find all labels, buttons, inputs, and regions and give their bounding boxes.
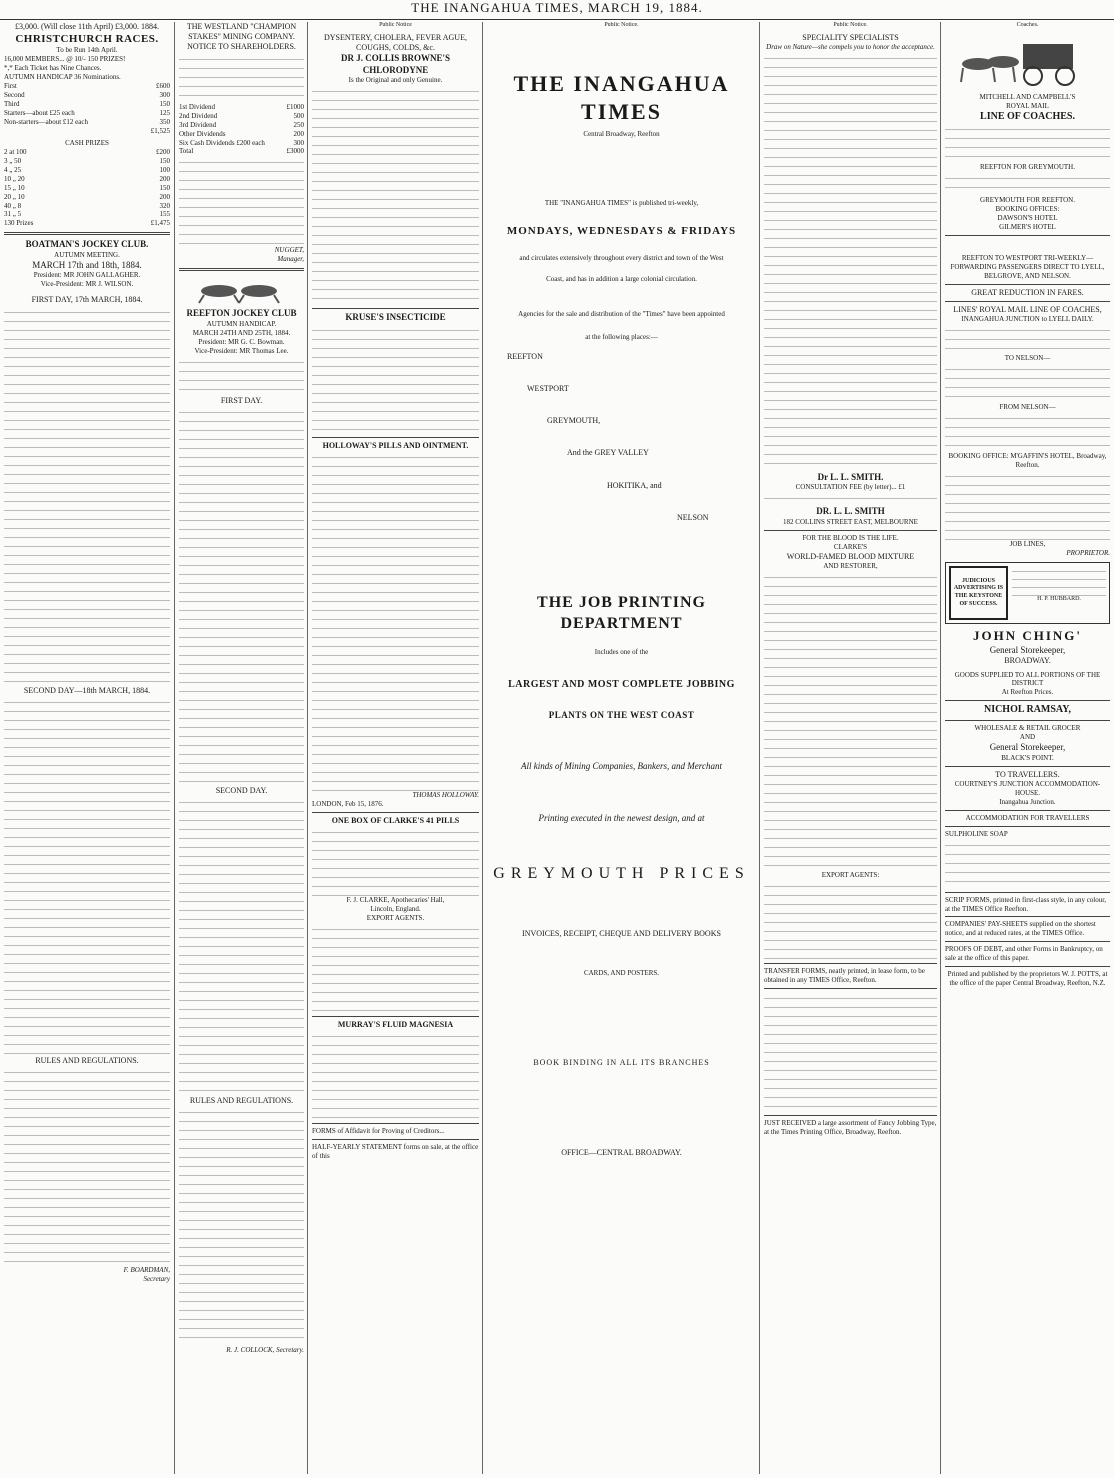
clarke-box-title: ONE BOX OF CLARKE'S 41 PILLS [331,815,460,825]
divider [945,892,1110,893]
lines-title: LINES' ROYAL MAIL LINE OF COACHES, [953,305,1102,315]
schedule-text [945,172,1110,196]
signature: R. J. COLLOCK, Secretary. [226,1346,304,1355]
consult-fee: CONSULTATION FEE (by letter)... £1 [795,483,906,492]
prize-row: Third 150 [4,100,170,109]
export-agents: EXPORT AGENTS. [366,913,425,922]
goods: GOODS SUPPLIED TO ALL PORTIONS OF THE DISTRICT [954,670,1101,688]
place-item: WESTPORT [527,384,569,394]
coaches-line: LINE OF COACHES. [980,110,1075,122]
race-line: *,* Each Ticket has Nine Chances. [4,64,102,73]
nichol-ramsay: NICHOL RAMSAY, [983,704,1072,716]
printed-by: Printed and published by the proprietors W. J. POTTS, at the office of the paper Central Broadway, Reefton, N.Z. [947,970,1108,988]
ad-coast: Coast, and has in addition a large colonial circulation. [546,274,697,283]
ad-agencies: Agencies for the sale and distribution of the "Times" have been appointed [518,309,725,318]
dividend-row: 2nd Dividend 500 [179,111,304,120]
holloway-date: LONDON, Feb 15, 1876. [312,799,384,808]
ad-title: THE INANGAHUA TIMES [513,70,730,124]
dysentery-title: DYSENTERY, CHOLERA, FEVER AGUE, COUGHS, COLDS, &c. [324,32,467,52]
dividend-row: 1st Dividend £1000 [179,102,304,111]
kinds-line: All kinds of Mining Companies, Bankers, and Merchant [521,761,722,772]
boatmans-title: BOATMAN'S JOCKEY CLUB. [25,239,149,250]
transfer-forms: TRANSFER FORMS, neatly printed, in lease form, to be obtained in any TIMES Office, Reefton. [764,966,925,984]
place-item: REEFTON [507,351,543,361]
prize-row: £1,525 [150,126,170,135]
travellers: TO TRAVELLERS. [995,769,1060,779]
divider [764,1115,937,1116]
judicious-ad [945,562,1110,624]
boatmans-vice: Vice-President: MR J. WILSON. [40,280,134,289]
to-nelson: TO NELSON— [1004,354,1051,363]
place-item: And the GREY VALLEY [567,448,649,458]
divider [312,1139,479,1140]
race-sub: To be Run 14th April. [56,46,118,55]
prize-row: Starters—about £25 each 125 [4,108,170,117]
divider [945,235,1110,236]
dividend-row: 3rd Dividend 250 [179,120,304,129]
accommodation: ACCOMMODATION FOR TRAVELLERS [965,813,1090,822]
divider [945,966,1110,967]
consult-body-text [764,492,937,506]
to-nelson-text [945,363,1110,403]
holloway-body-text [312,451,479,791]
second-day: SECOND DAY—18th MARCH, 1884. [23,685,151,695]
divider [945,810,1110,811]
forms-notice: FORMS of Affidavit for Proving of Creditors... [312,1127,445,1136]
collis-title: DR J. COLLIS BROWNE'S CHLORODYNE [340,53,451,75]
clarkes-label: CLARKE'S [833,542,868,551]
dividend-row: Other Dividends 200 [179,129,304,138]
race-body-text [4,306,170,686]
pay-sheets: COMPANIES' PAY-SHEETS supplied on the shortest notice, and at reduced rates, at the TIMES Office. [945,920,1096,938]
divider [312,1016,479,1017]
smith-title: Dr L. L. SMITH. [817,471,884,482]
holloway-title: HOLLOWAY'S PILLS AND OINTMENT. [322,440,469,450]
stewards-text [179,356,304,396]
divider [764,530,937,531]
boatmans-president: President: MR JOHN GALLAGHER. [33,271,141,280]
keystone-logo: JUDICIOUS ADVERTISING IS THE KEYSTONE OF SUCCESS. [949,566,1008,620]
office-line: OFFICE—CENTRAL BROADWAY. [561,1148,682,1158]
wholesale: WHOLESALE & RETAIL GROCER [974,724,1081,733]
job-printing-title: THE JOB PRINTING DEPARTMENT [537,594,706,632]
mitchell: MITCHELL AND CAMPBELL'S [979,92,1076,101]
divider [312,812,479,813]
john-ching: JOHN CHING' [972,628,1083,644]
cash-row: 10 „ 20 200 [4,174,170,183]
divider [945,720,1110,721]
race-line: 16,000 MEMBERS... @ 10/- 150 PRIZES! [4,55,126,64]
junction-line: INANGAHUA JUNCTION to LYELL DAILY. [961,315,1094,324]
cash-row: 15 „ 10 150 [4,183,170,192]
horse-racing-illustration-icon [179,275,302,305]
hubbard-name: H. P. HUBBARD. [1037,596,1081,603]
manager-sig: Manager, [277,255,304,264]
divider [945,700,1110,701]
cash-row: 3 „ 50 150 [4,156,170,165]
section-header: Coaches. [1016,22,1039,28]
magnesia-body-text [312,1030,479,1120]
race-header: £3,000. (Will close 11th April) £3,000. 1884. [14,22,160,31]
hubbard-body-text [1012,566,1106,596]
smith-title-2: DR. L. L. SMITH [816,506,885,517]
cash-title: CASH PRIZES [65,138,109,147]
cash-row: 20 „ 10 200 [4,192,170,201]
place-item: GREYMOUTH, [547,416,601,426]
boatmans-dates: MARCH 17th and 18th, 1884. [32,259,142,270]
cash-list [4,148,170,229]
divider [764,963,937,964]
prize-row: Second 300 [4,91,170,100]
proprietor: PROPRIETOR. [1066,549,1110,558]
place-item: NELSON [677,512,709,522]
column-1 [0,22,174,1474]
section-header: Public Notice. [604,22,639,28]
cash-row: 130 Prizes £1,475 [4,219,170,228]
divider [179,268,304,271]
prize-list [4,82,170,136]
booking-office: BOOKING OFFICE: M'GAFFIN'S HOTEL, Broadway, Reefton. [948,452,1107,470]
reefton-vice: Vice-President: MR Thomas Lee. [194,346,289,355]
dividend-list [179,103,304,157]
job-includes: Includes one of the [594,648,649,657]
collis-body-text [312,85,479,305]
specialists-title: SPECIALITY SPECIALISTS [802,32,899,42]
divider [945,916,1110,917]
largest-line: LARGEST AND MOST COMPLETE JOBBING [508,679,735,691]
divider [945,826,1110,827]
kruse-title: KRUSE'S INSECTICIDE [345,312,446,323]
blood-mixture: WORLD-FAMED BLOOD MIXTURE [786,551,915,561]
divider [312,437,479,438]
broadway: BROADWAY. [1004,656,1051,666]
junction-body-text [945,324,1110,354]
invoices-line: INVOICES, RECEIPT, CHEQUE AND DELIVERY BOOKS [522,928,721,938]
divider [312,1123,479,1124]
divider [764,988,937,989]
coaches-body-text [945,123,1110,163]
column-5 [760,22,941,1474]
rules-body-text [179,1106,304,1346]
divider [945,284,1110,285]
sulpholine-body-text [945,839,1110,889]
collis-sub: Is the Original and only Genuine. [348,76,443,85]
cash-row: 2 at 100 £200 [4,147,170,156]
binding-line: BOOK BINDING IN ALL ITS BRANCHES [533,1058,710,1068]
reefton-title: REEFTON JOCKEY CLUB [186,308,297,319]
rules-title: RULES AND REGULATIONS. [189,1096,294,1106]
section-header: Public Notice [379,22,412,28]
ad-circulates: and circulates extensively throughout every district and town of the West [519,253,724,262]
cards-line: CARDS, AND POSTERS. [583,969,660,978]
proofs-debt: PROOFS OF DEBT, and other Forms in Bankruptcy, on sale at the office of this paper. [945,945,1103,963]
greymouth-prices: GREYMOUTH PRICES [493,865,750,883]
divider [945,301,1110,302]
race-body-text [4,696,170,1056]
divider [312,308,479,309]
section-header: Public Notice. [833,22,868,28]
courtney: COURTNEY'S JUNCTION ACCOMMODATION-HOUSE. [954,779,1101,797]
ad-published: THE "INANGAHUA TIMES" is published tri-weekly, [544,198,699,207]
notice-title: NOTICE TO SHAREHOLDERS. [187,42,296,52]
divider [945,941,1110,942]
and: AND [1019,733,1036,742]
halfyearly-notice: HALF-YEARLY STATEMENT forms on sale, at the office of this [312,1143,479,1161]
race-line: AUTUMN HANDICAP 36 Nominations. [4,73,121,82]
race-body-text [179,796,304,1096]
booking-offices: BOOKING OFFICES: [995,205,1060,214]
cash-row: 40 „ 8 320 [4,201,170,210]
notice-body-text [179,53,304,103]
clarke-place: Lincoln, England. [370,904,421,913]
masthead: THE INANGAHUA TIMES, MARCH 19, 1884. [411,0,703,15]
export-agents: EXPORT AGENTS: [821,870,880,879]
from-nelson: FROM NELSON— [999,403,1056,412]
notice-body-text [179,156,304,246]
column-4 [483,22,760,1474]
first-day: FIRST DAY. [220,395,263,405]
blood-line: FOR THE BLOOD IS THE LIFE. [802,533,899,542]
kruse-body-text [312,324,479,434]
prize-row: First £600 [4,82,170,91]
inangahua-junction: Inangahua Junction. [999,797,1056,806]
holloway-signature: THOMAS HOLLOWAY. [412,790,479,799]
column-6 [941,22,1114,1474]
clarke-body-text [312,826,479,896]
reefton-president: President: MR G. C. Bowman. [198,337,285,346]
sulpholine: SULPHOLINE SOAP [945,829,1008,838]
clarke-name: F. J. CLARKE, Apothecaries' Hall, [346,896,445,905]
ad-address: Central Broadway, Reefton [583,129,660,138]
plants-line: PLANTS ON THE WEST COAST [548,709,695,720]
general-store: General Storekeeper, [989,644,1066,655]
from-nelson-text [945,412,1110,452]
westport-line: REEFTON TO WESTPORT TRI-WEEKLY—FORWARDING PASSENGERS DIRECT TO LYELL, BELGROVE, AND NELSON. [950,254,1105,281]
divider [945,766,1110,767]
places-list [487,352,756,523]
mixture-body-text [764,571,937,871]
second-day: SECOND DAY. [215,785,268,795]
smith-address: 182 COLLINS STREET EAST, MELBOURNE [783,517,918,526]
boatmans-sub: AUTUMN MEETING. [54,250,120,259]
rules-title: RULES AND REGULATIONS. [35,1055,139,1065]
reefton-sub: AUTUMN HANDICAP. [206,319,277,328]
royal-mail: ROYAL MAIL [1006,101,1049,110]
at-reefton: At Reefton Prices. [1001,688,1054,697]
fares-line: GREAT REDUCTION IN FARES. [971,288,1084,297]
westland-title: THE WESTLAND "CHAMPION STAKES" MINING COMPANY. [186,22,297,42]
restorer: AND RESTORER, [823,561,878,570]
job-lines: JOB LINES, [1009,540,1046,549]
rules-body-text [4,1066,170,1266]
overland-body-text [945,470,1110,540]
received-notice: JUST RECEIVED a large assortment of Fancy Jobbing Type, at the Times Printing Office, Broadway, Reefton. [764,1118,937,1136]
reefton-grey: REEFTON FOR GREYMOUTH. [980,163,1075,172]
blacks-point: BLACK'S POINT. [1001,753,1054,762]
nugget-sig: NUGGET, [274,246,304,255]
column-3 [308,22,483,1474]
ad-days: MONDAYS, WEDNESDAYS & FRIDAYS [506,224,737,237]
storekeeper: General Storekeeper, [989,742,1066,753]
scrip-forms: SCRIP FORMS, printed in first-class style, in any colour, at the TIMES Office Reefton. [945,895,1107,913]
place-item: HOKITIKA, and [607,480,662,490]
gilmer: GILMER'S HOTEL [999,223,1056,232]
dividend-row: Total £3000 [179,147,304,156]
magnesia-title: MURRAY'S FLUID MAGNESIA [337,1019,454,1029]
stagecoach-illustration-icon [953,34,1103,89]
export-body-text [312,923,479,1013]
printing-line: Printing executed in the newest design, and at [538,812,705,823]
cash-row: 31 „ 5 155 [4,210,170,219]
dividend-row: Six Cash Dividends £200 each 300 [179,138,304,147]
grey-reefton: GREYMOUTH FOR REEFTON. [980,196,1075,205]
reefton-dates: MARCH 24TH AND 25TH, 1884. [192,328,291,337]
hubbard-text [1012,566,1106,620]
prize-row: Non-starters—about £12 each 350 [4,117,170,126]
masthead-rule [0,19,1114,20]
race-body-text [179,406,304,786]
first-day: FIRST DAY, 17th MARCH, 1884. [31,295,143,305]
signature-title: Secretary [143,1274,170,1283]
nature-line: Draw on Nature—she compels you to honor the acceptance. [766,42,935,51]
race-title: CHRISTCHURCH RACES. [15,33,159,46]
dawson: DAWSON'S HOTEL [997,214,1058,223]
cash-row: 4 „ 25 100 [4,165,170,174]
specialists-body-text [764,52,937,472]
column-2 [175,22,308,1474]
signature: F. BOARDMAN, [123,1265,170,1274]
export-body-text [764,880,937,960]
divider [4,232,170,235]
ad-places-intro: at the following places:— [585,332,658,341]
lease-body-text [764,992,937,1112]
